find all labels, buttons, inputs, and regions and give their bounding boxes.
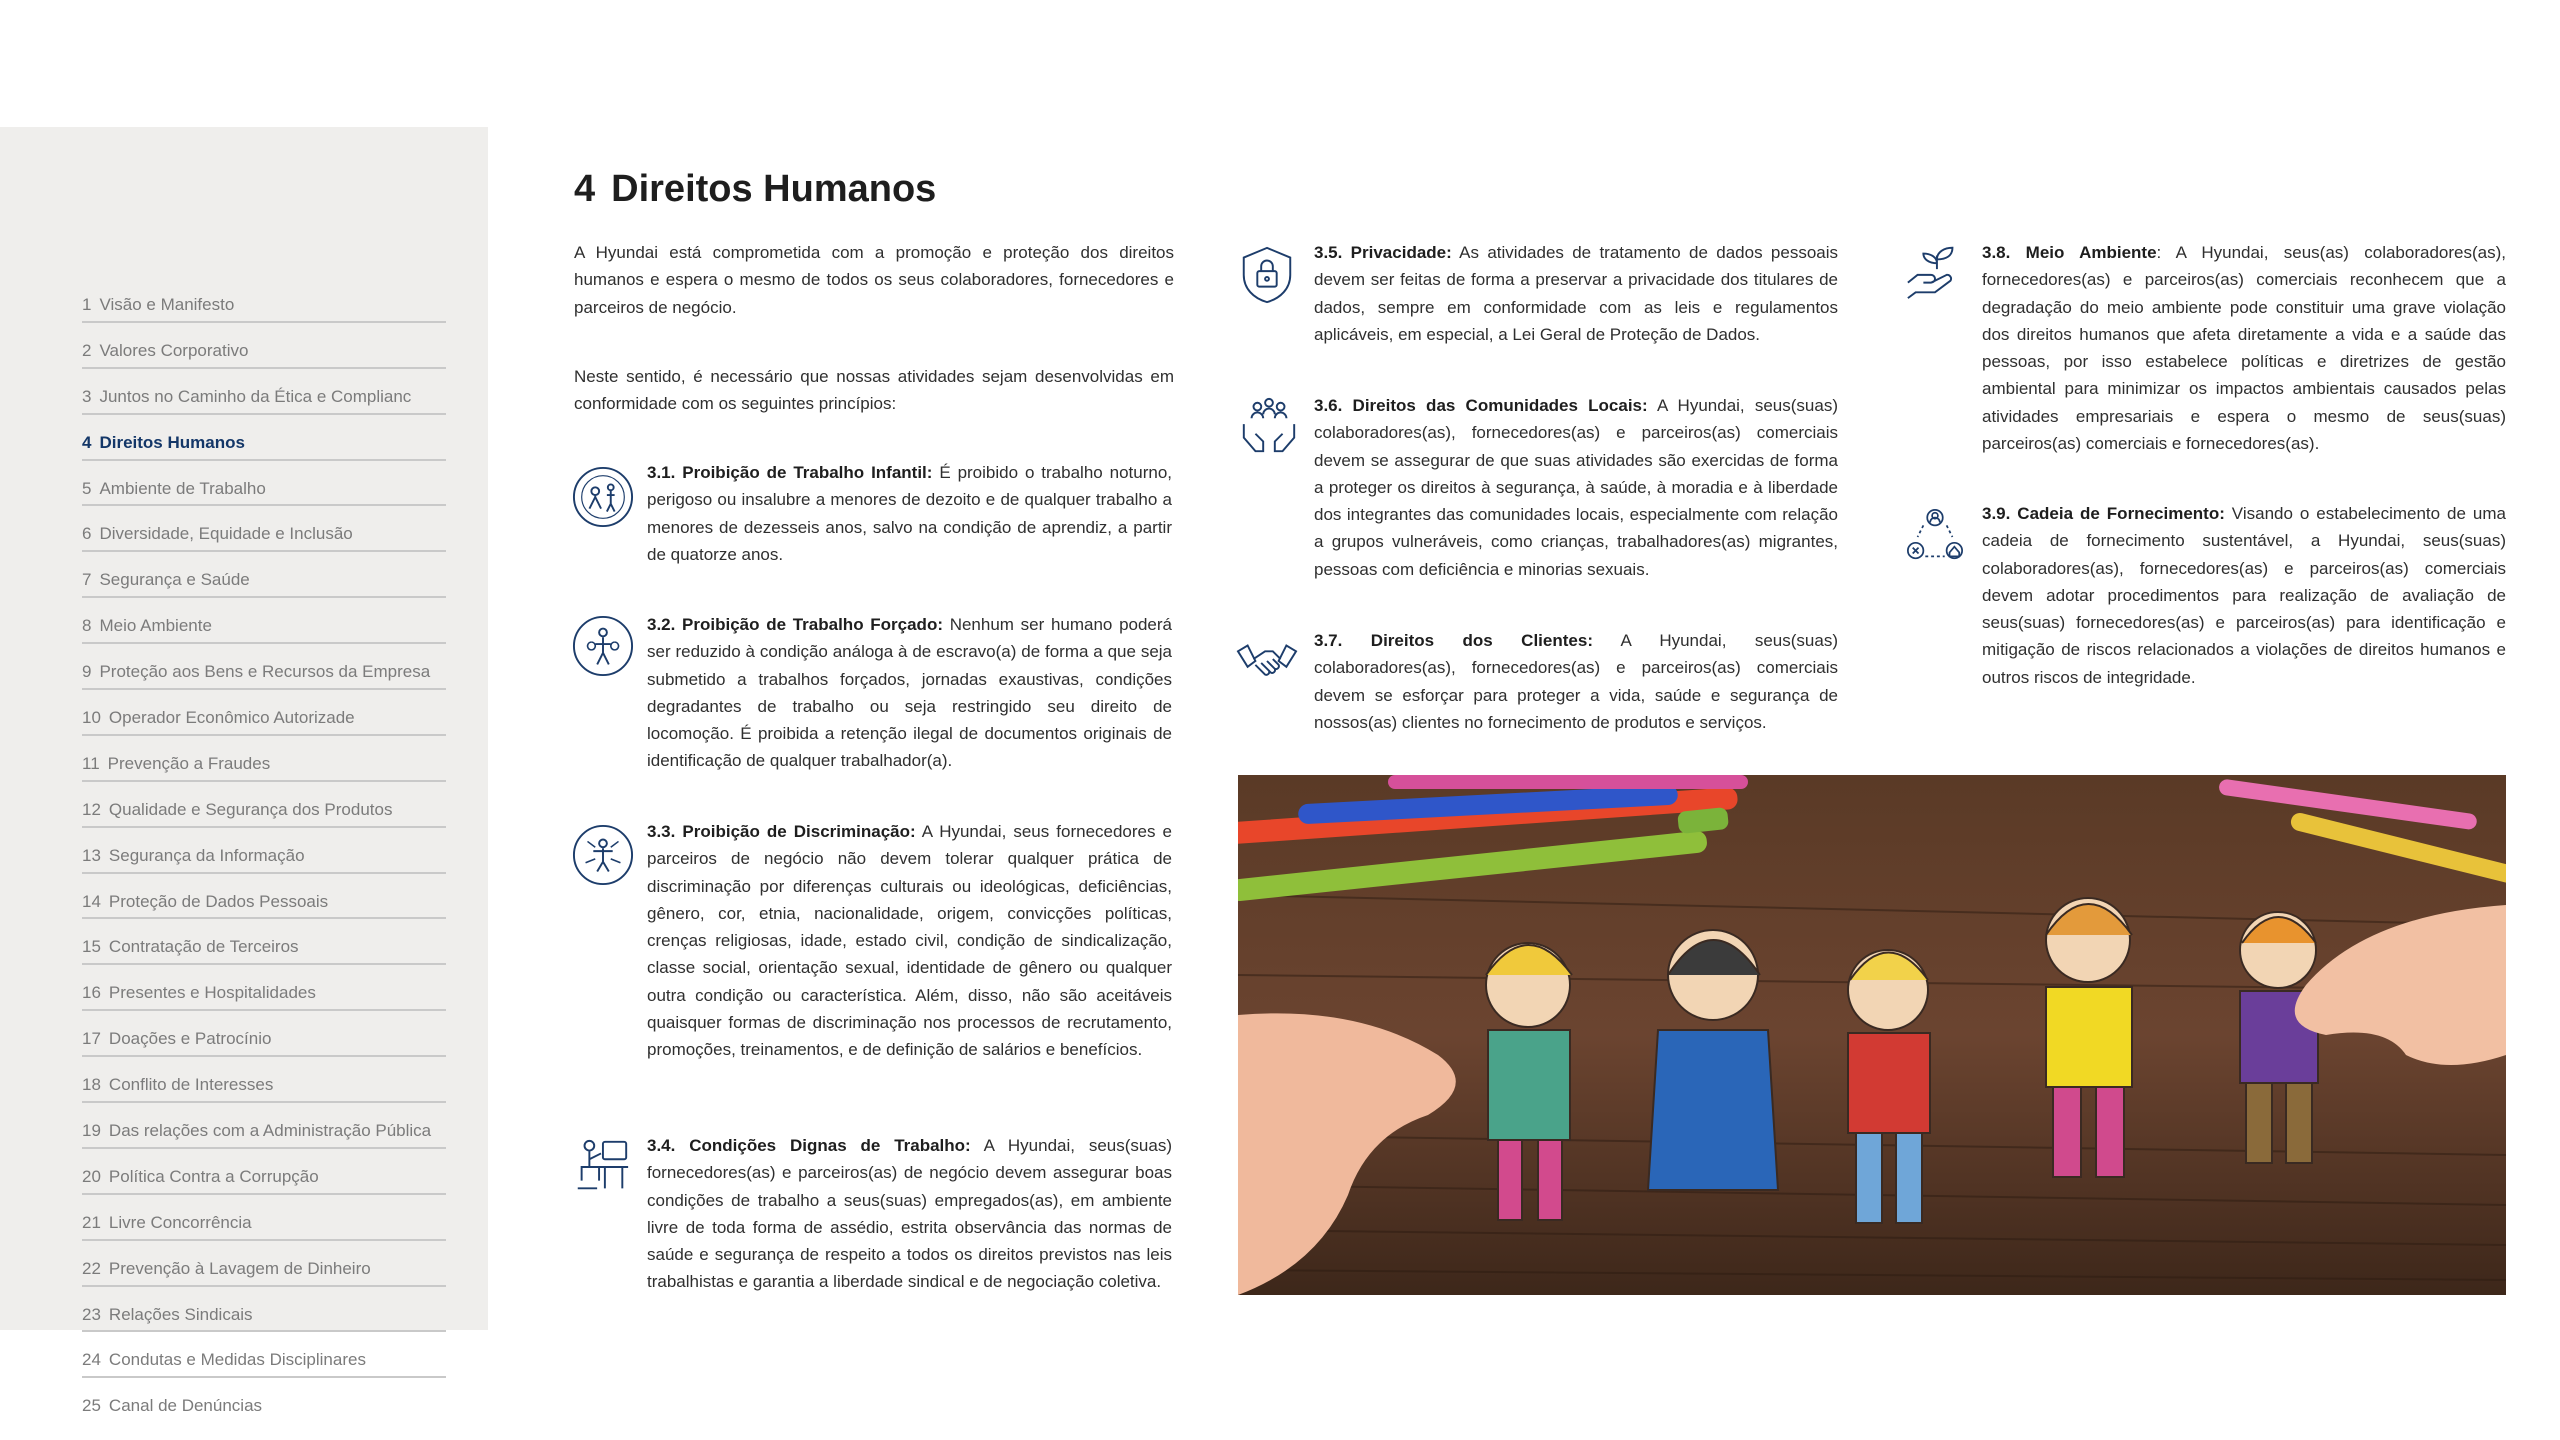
- sidebar-item-number: 2: [82, 340, 92, 360]
- sidebar-item[interactable]: [82, 828, 446, 874]
- principle-3-5-text: As atividades de tratamento de dados pessoais devem ser feitas de forma a preservar a privacidade dos titulares de dados, sempre em conformidade com as leis e regulamentos aplicáveis, em especial, a Lei Geral de Proteção de Dados.: [1314, 243, 1839, 344]
- sidebar-item-number: 12: [82, 799, 101, 819]
- shield-lock-icon: [1236, 244, 1298, 306]
- sidebar-item-number: 14: [82, 891, 101, 911]
- principle-3-1-text: É proibido o trabalho noturno, perigoso ou insalubre a menores de dezoito e de qualquer trabalho a menores de dezesseis anos, salvo na condição de aprendiz, a partir de quatorze anos.: [647, 463, 1172, 564]
- principle-3-5: [1314, 239, 1838, 348]
- intro-paragraph-2: Neste sentido, é necessário que nossas atividades sejam desenvolvidas em conformidade com os seguintes princípios:: [574, 367, 1174, 414]
- sidebar-item-label: Livre Concorrência: [108, 1212, 252, 1232]
- sidebar-item[interactable]: [82, 690, 446, 736]
- sidebar-item-label: Doações e Patrocínio: [108, 1029, 272, 1049]
- sidebar-item-number: 24: [82, 1350, 101, 1370]
- sidebar-item-number: 4: [82, 432, 92, 452]
- sidebar-item-label: Proteção de Dados Pessoais: [108, 891, 329, 911]
- sidebar: [0, 127, 488, 1416]
- sidebar-item[interactable]: [82, 1103, 446, 1149]
- principle-3-2-heading: 3.2. Proibição de Trabalho Forçado:: [647, 615, 943, 634]
- sidebar-item-label: Prevenção à Lavagem de Dinheiro: [108, 1258, 371, 1278]
- sidebar-item-number: 13: [82, 845, 101, 865]
- sidebar-item-label: Operador Econômico Autorizade: [108, 708, 355, 728]
- sidebar-item-number: 5: [82, 478, 92, 498]
- sidebar-item[interactable]: [82, 736, 446, 782]
- sidebar-item-number: 20: [82, 1166, 101, 1186]
- principle-3-6: [1314, 392, 1838, 583]
- sidebar-item-label: Prevenção a Fraudes: [107, 753, 271, 773]
- sidebar-item[interactable]: [82, 598, 446, 644]
- principle-3-8: [1982, 239, 2506, 457]
- sidebar-item[interactable]: [82, 415, 446, 461]
- principle-3-9: [1982, 500, 2506, 691]
- principle-3-2: [647, 611, 1172, 775]
- principle-3-8-heading: 3.8. Meio Ambiente: [1982, 243, 2157, 262]
- sidebar-item-number: 17: [82, 1029, 101, 1049]
- sidebar-item-number: 22: [82, 1258, 101, 1278]
- supply-chain-icon: [1904, 506, 1966, 568]
- sidebar-item[interactable]: [82, 552, 446, 598]
- sidebar-item-label: Canal de Denúncias: [108, 1396, 263, 1416]
- sidebar-item-label: Conflito de Interesses: [108, 1075, 274, 1095]
- sidebar-item-number: 3: [82, 386, 92, 406]
- sidebar-item-number: 21: [82, 1212, 101, 1232]
- sidebar-item[interactable]: [82, 919, 446, 965]
- sidebar-item-number: 25: [82, 1396, 101, 1416]
- principle-3-3: [647, 818, 1172, 1064]
- forced-labor-icon: [572, 615, 634, 677]
- principle-3-1: [647, 459, 1172, 568]
- principle-3-6-heading: 3.6. Direitos das Comunidades Locais:: [1314, 396, 1648, 415]
- sidebar-item-label: Valores Corporativo: [99, 340, 249, 360]
- sidebar-item-number: 7: [82, 570, 92, 590]
- worker-desk-icon: [570, 1136, 632, 1198]
- sidebar-item-label: Presentes e Hospitalidades: [108, 983, 316, 1003]
- principle-3-3-heading: 3.3. Proibição de Discriminação:: [647, 822, 916, 841]
- principle-3-7-text: A Hyundai, seus(suas) colaboradores(as), fornecedores(as) e parceiros(as) comerciais devem se esforçar para proteger a vida, saúde e segurança de nossos(as) clientes no fornecimento de produtos e serviços.: [1314, 631, 1838, 732]
- principle-3-7-heading: 3.7. Direitos dos Clientes:: [1314, 631, 1593, 650]
- sidebar-item-number: 16: [82, 983, 101, 1003]
- principle-3-4: [647, 1132, 1172, 1296]
- discrimination-icon: [572, 824, 634, 886]
- sidebar-item-label: Das relações com a Administração Pública: [108, 1121, 432, 1141]
- sidebar-item-number: 1: [82, 295, 92, 314]
- sidebar-item-label: Visão e Manifesto: [99, 295, 235, 314]
- sidebar-item[interactable]: [82, 965, 446, 1011]
- sidebar-item-label: Relações Sindicais: [108, 1304, 253, 1324]
- principle-3-7: [1314, 627, 1838, 736]
- sidebar-item-label: Direitos Humanos: [99, 432, 245, 452]
- sidebar-item-number: 10: [82, 708, 101, 728]
- principle-3-5-heading: 3.5. Privacidade:: [1314, 243, 1452, 262]
- paper-children-photo: [1238, 775, 2506, 1295]
- sidebar-item-label: Segurança da Informação: [108, 845, 305, 865]
- page-title-text: Direitos Humanos: [611, 168, 937, 210]
- handshake-icon: [1236, 630, 1298, 692]
- sidebar-item-label: Qualidade e Segurança dos Produtos: [108, 799, 393, 819]
- principle-3-3-text: A Hyundai, seus fornecedores e parceiros de negócio não devem tolerar qualquer prática de discriminação por diferenças culturais ou ideológicas, deficiências, gênero, cor, etnia, nacionalidade, origem, convicções políticas, crenças religiosas, idade, estado civil, condição de sindicalização, classe social, orientação sexual, identidade de gênero ou qualquer outra condição ou característica. Além, disso, não são aceitáveis quaisquer formas de discriminação nos processos de recrutamento, promoções, treinamentos, e de definição de salários e benefícios.: [647, 822, 1172, 1060]
- sidebar-item-number: 23: [82, 1304, 101, 1324]
- sidebar-item-number: 19: [82, 1121, 101, 1141]
- sidebar-item-label: Meio Ambiente: [99, 616, 212, 636]
- page-title-number: 4: [574, 168, 596, 210]
- sidebar-item[interactable]: [82, 1149, 446, 1195]
- sidebar-item-number: 8: [82, 616, 92, 636]
- sidebar-item-number: 11: [82, 753, 100, 773]
- principle-3-1-heading: 3.1. Proibição de Trabalho Infantil:: [647, 463, 933, 482]
- principle-3-9-heading: 3.9. Cadeia de Fornecimento:: [1982, 504, 2225, 523]
- principle-3-4-text: A Hyundai, seus(suas) fornecedores(as) e parceiros(as) de negócio devem assegurar boas condições de trabalho a seus(suas) empregados(as), em ambiente livre de toda forma de assédio, estrita observância das normas de saúde e segurança de respeito a todos os direitos previstos nas leis trabalhistas e garantia a liberdade sindical e de negociação coletiva.: [647, 1136, 1172, 1292]
- page-title: [574, 168, 936, 211]
- sidebar-item[interactable]: [82, 1011, 446, 1057]
- sidebar-item[interactable]: [82, 1378, 446, 1424]
- sidebar-item[interactable]: [82, 1332, 446, 1378]
- sidebar-item[interactable]: [82, 461, 446, 507]
- sidebar-item[interactable]: [82, 277, 446, 323]
- sidebar-item-label: Contratação de Terceiros: [108, 937, 299, 957]
- sidebar-item[interactable]: [82, 1241, 446, 1287]
- sidebar-item[interactable]: [82, 874, 446, 920]
- plant-hand-icon: [1904, 240, 1966, 302]
- sidebar-item-label: Política Contra a Corrupção: [108, 1166, 319, 1186]
- principle-3-8-text: : A Hyundai, seus(as) colaboradores(as), fornecedores(as) e parceiros(as) comerciais reconhecem que a degradação do meio ambiente pode constituir uma grave violação dos direitos humanos que afeta diretamente a vida e a saúde das pessoas, por isso estabelece políticas e diretrizes de gestão ambiental para minimizar os impactos ambientais causados pelas atividades empresariais e espera o mesmo de seus(suas) parceiros(as) comerciais e fornecedores(as).: [1982, 243, 2506, 454]
- sidebar-item-number: 15: [82, 937, 101, 957]
- child-labor-icon: [572, 466, 634, 528]
- sidebar-item-number: 6: [82, 524, 92, 544]
- sidebar-item[interactable]: [82, 1057, 446, 1103]
- sidebar-item[interactable]: [82, 644, 446, 690]
- sidebar-item-label: Ambiente de Trabalho: [99, 478, 266, 498]
- sidebar-item-number: 18: [82, 1075, 101, 1095]
- principle-3-6-text: A Hyundai, seus(suas) colaboradores(as), fornecedores(as) e parceiros(as) comerciais devem se assegurar de que suas atividades são exercidas de forma a proteger os direitos à segurança, à saúde, à moradia e à liberdade dos integrantes das comunidades locais, especialmente com relação a grupos vulneráveis, como crianças, trabalhadores(as) migrantes, pessoas com deficiência e minorias sexuais.: [1314, 396, 1838, 579]
- sidebar-item-label: Condutas e Medidas Disciplinares: [108, 1350, 366, 1370]
- sidebar-item[interactable]: [82, 369, 446, 415]
- principle-3-4-heading: 3.4. Condições Dignas de Trabalho:: [647, 1136, 971, 1155]
- table-of-contents: [82, 277, 446, 1424]
- principle-3-2-text: Nenhum ser humano poderá ser reduzido à condição análoga à de escravo(a) de forma a que seja submetido a trabalhos forçados, jornadas exaustivas, condições degradantes de trabalho ou seja restringido seu direito de locomoção. É proibida a retenção ilegal de documentos originais de identificação de qualquer trabalhador(a).: [647, 615, 1172, 771]
- sidebar-item-label: Proteção aos Bens e Recursos da Empresa: [99, 662, 431, 682]
- sidebar-item[interactable]: [82, 782, 446, 828]
- sidebar-item[interactable]: [82, 323, 446, 369]
- principle-3-9-text: Visando o estabelecimento de uma cadeia de fornecimento sustentável, a Hyundai, seus(suas) colaboradores(as), fornecedores(as) e parceiros(as) comerciais devem adotar procedimentos para realização de avaliação de seus(suas) fornecedores(as) e parceiros(as) para identificação e mitigação de riscos relacionados a violações de direitos humanos e outros riscos de integridade.: [1982, 504, 2506, 687]
- sidebar-item[interactable]: [82, 1287, 446, 1333]
- sidebar-item[interactable]: [82, 1195, 446, 1241]
- intro-paragraph: A Hyundai está comprometida com a promoção e proteção dos direitos humanos e espera o mesmo de todos os seus colaboradores, fornecedores e parceiros de negócio.: [574, 243, 1174, 317]
- sidebar-item[interactable]: [82, 506, 446, 552]
- sidebar-item-label: Diversidade, Equidade e Inclusão: [99, 524, 353, 544]
- sidebar-item-label: Juntos no Caminho da Ética e Complianc: [99, 386, 412, 406]
- sidebar-item-number: 9: [82, 662, 92, 682]
- community-hands-icon: [1238, 395, 1300, 457]
- sidebar-item-label: Segurança e Saúde: [99, 570, 250, 590]
